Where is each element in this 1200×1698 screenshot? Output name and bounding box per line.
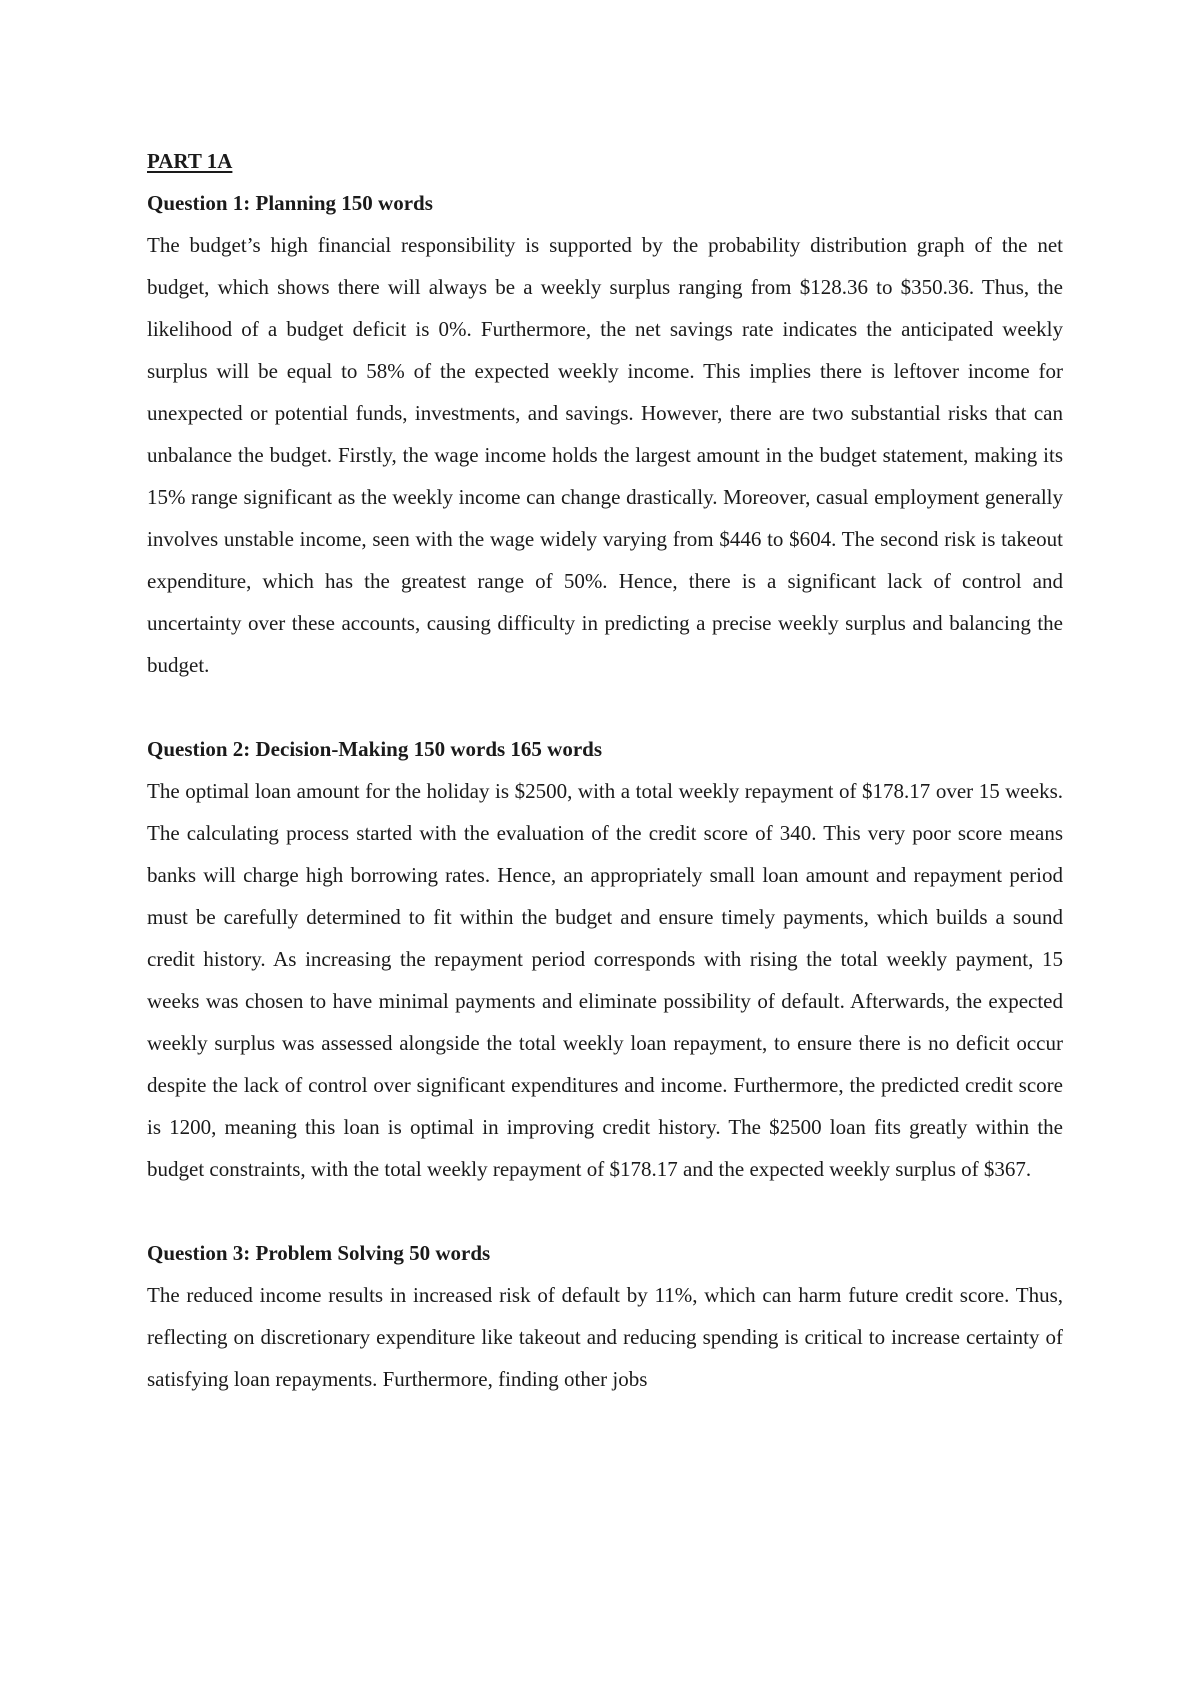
part-title: PART 1A [147, 149, 233, 173]
question-3-section [147, 1232, 1063, 1400]
question-1-heading: Question 1: Planning 150 words [147, 191, 433, 215]
question-3-body: The reduced income results in increased risk of default by 11%, which can harm future credit score. Thus, reflecting on discretionary expenditure like takeout and reducing spending is critical to increase certainty of satisfying loan repayments. Furthermore, finding other jobs [147, 1283, 1063, 1391]
question-1-body: The budget’s high financial responsibility is supported by the probability distribution graph of the net budget, which shows there will always be a weekly surplus ranging from $128.36 to $350.36. Thus, the likelihood of a budget deficit is 0%. Furthermore, the net savings rate indicates the anticipated weekly surplus will be equal to 58% of the expected weekly income. This implies there is leftover income for unexpected or potential funds, investments, and savings. However, there are two substantial risks that can unbalance the budget. Firstly, the wage income holds the largest amount in the budget statement, making its 15% range significant as the weekly income can change drastically. Moreover, casual employment generally involves unstable income, seen with the wage widely varying from $446 to $604. The second risk is takeout expenditure, which has the greatest range of 50%. Hence, there is a significant lack of control and uncertainty over these accounts, causing difficulty in predicting a precise weekly surplus and balancing the budget. [147, 233, 1063, 677]
question-2-heading: Question 2: Decision-Making 150 words 165 words [147, 737, 603, 761]
section-gap [147, 1190, 1063, 1232]
document-page [147, 140, 1063, 1400]
question-2-section [147, 728, 1063, 1190]
section-gap [147, 686, 1063, 728]
question-2-body: The optimal loan amount for the holiday is $2500, with a total weekly repayment of $178.17 over 15 weeks. The calculating process started with the evaluation of the credit score of 340. This very poor score means banks will charge high borrowing rates. Hence, an appropriately small loan amount and repayment period must be carefully determined to fit within the budget and ensure timely payments, which builds a sound credit history. As increasing the repayment period corresponds with rising the total weekly payment, 15 weeks was chosen to have minimal payments and eliminate possibility of default. Afterwards, the expected weekly surplus was assessed alongside the total weekly loan repayment, to ensure there is no deficit occur despite the lack of control over significant expenditures and income. Furthermore, the predicted credit score is 1200, meaning this loan is optimal in improving credit history. The $2500 loan fits greatly within the budget constraints, with the total weekly repayment of $178.17 and the expected weekly surplus of $367. [147, 779, 1063, 1181]
question-3-heading: Question 3: Problem Solving 50 words [147, 1241, 491, 1265]
question-1-section [147, 182, 1063, 686]
